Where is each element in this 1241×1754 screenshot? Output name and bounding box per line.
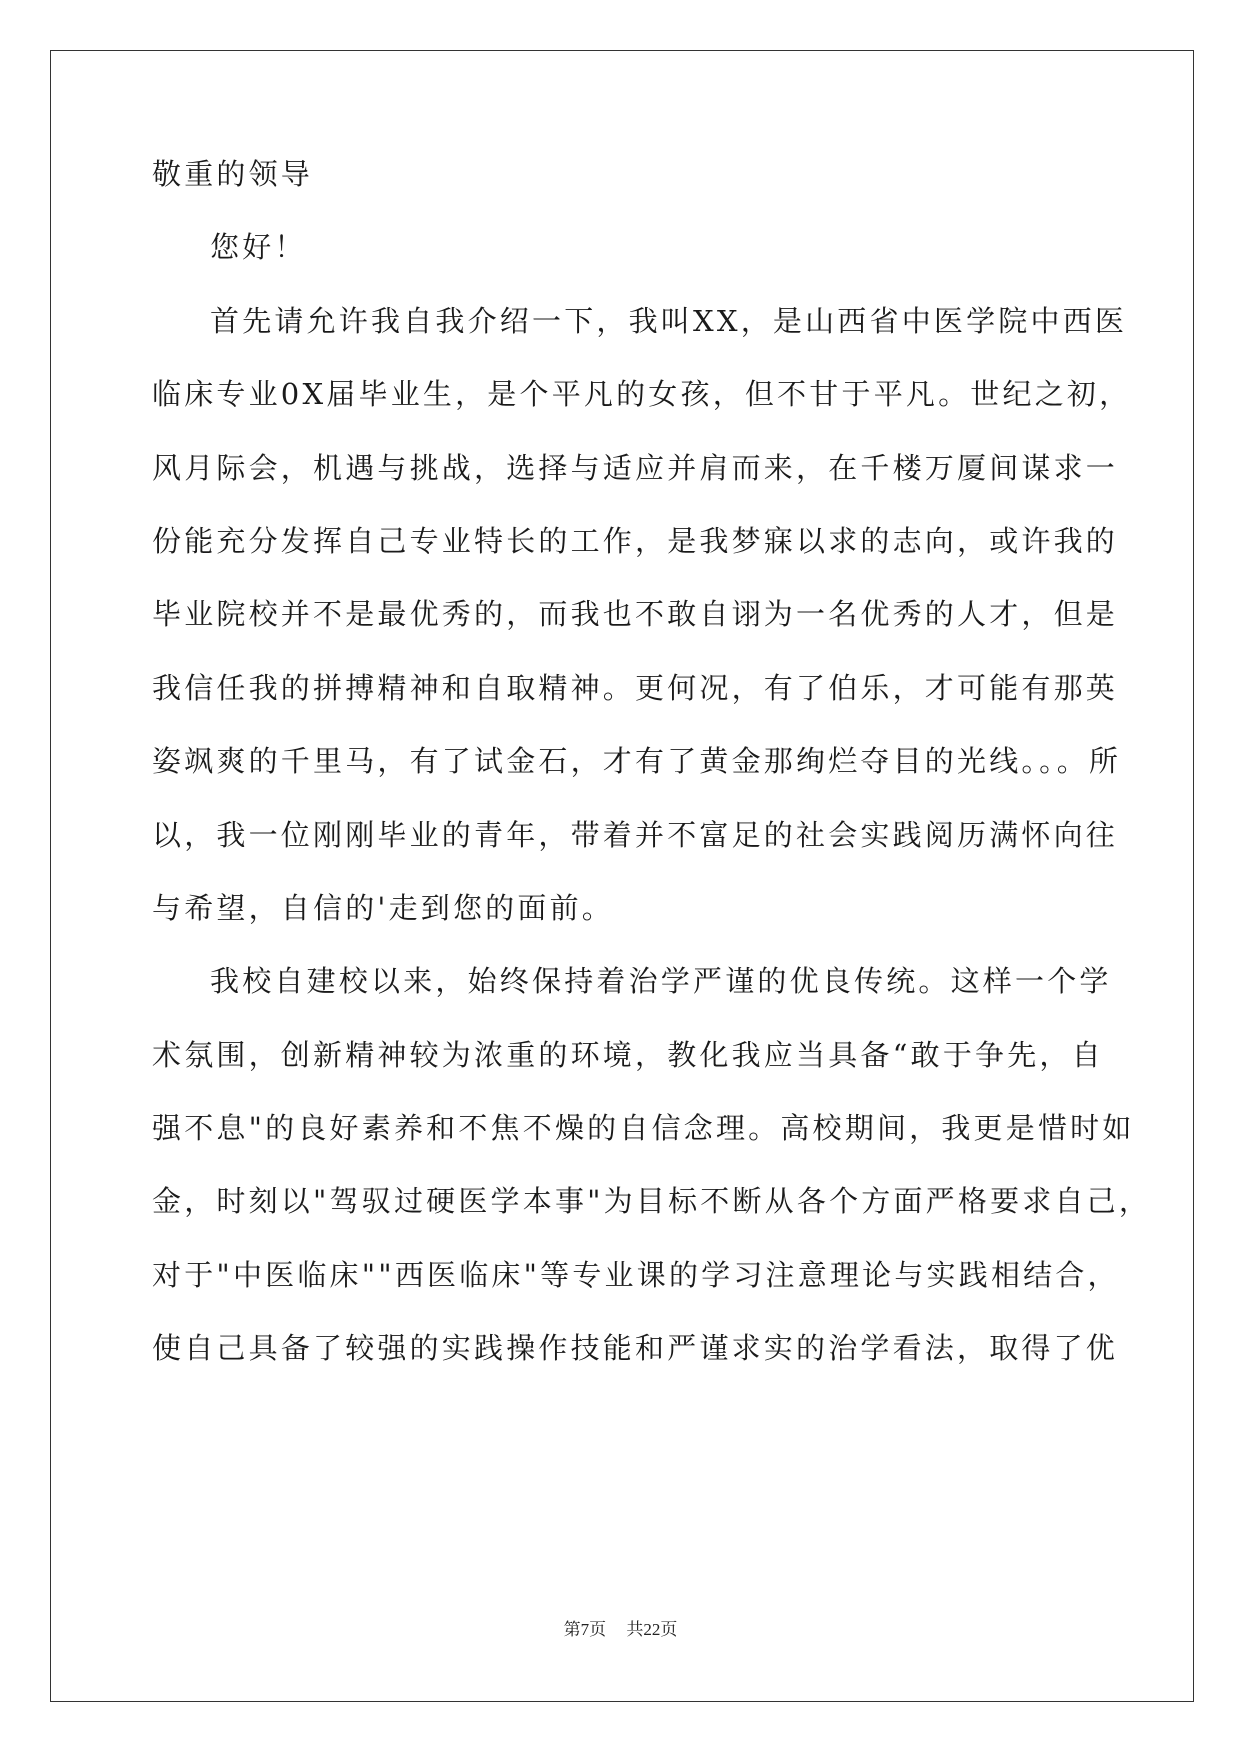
page-border <box>50 50 1194 1702</box>
body-line: 风月际会，机遇与挑战，选择与适应并肩而来，在千楼万厦间谋求一 <box>152 451 1119 485</box>
body-line: 金，时刻以"驾驭过硬医学本事"为目标不断从各个方面严格要求自己， <box>152 1184 1152 1218</box>
body-line: 以，我一位刚刚毕业的青年，带着并不富足的社会实践阅历满怀向往 <box>152 818 1119 852</box>
body-line: 强不息"的良好素养和不焦不燥的自信念理。高校期间，我更是惜时如 <box>152 1111 1135 1145</box>
body-line: 份能充分发挥自己专业特长的工作，是我梦寐以求的志向，或许我的 <box>152 524 1119 558</box>
page-number: 第7页 <box>563 1620 607 1639</box>
body-line: 术氛围，创新精神较为浓重的环境，教化我应当具备“敢于争先，自 <box>152 1038 1104 1072</box>
body-line: 毕业院校并不是最优秀的，而我也不敢自诩为一名优秀的人才，但是 <box>152 597 1119 631</box>
body-line: 首先请允许我自我介绍一下，我叫XX，是山西省中医学院中西医 <box>210 304 1128 338</box>
body-line: 与希望，自信的'走到您的面前。 <box>152 891 614 925</box>
body-line: 我校自建校以来，始终保持着治学严谨的优良传统。这样一个学 <box>210 964 1112 998</box>
page-footer <box>0 1615 1241 1640</box>
body-line: 临床专业0X届毕业生，是个平凡的女孩，但不甘于平凡。世纪之初， <box>152 377 1132 411</box>
greeting: 您好！ <box>210 230 307 264</box>
body-line: 对于"中医临床""西医临床"等专业课的学习注意理论与实践相结合， <box>152 1258 1120 1292</box>
body-line: 我信任我的拼搏精神和自取精神。更何况，有了伯乐，才可能有那英 <box>152 671 1119 705</box>
salutation: 敬重的领导 <box>152 157 314 191</box>
body-line: 使自己具备了较强的实践操作技能和严谨求实的治学看法，取得了优 <box>152 1331 1119 1365</box>
body-line: 姿飒爽的千里马，有了试金石，才有了黄金那绚烂夺目的光线。。。所 <box>152 744 1122 778</box>
page-total: 共22页 <box>626 1620 678 1639</box>
